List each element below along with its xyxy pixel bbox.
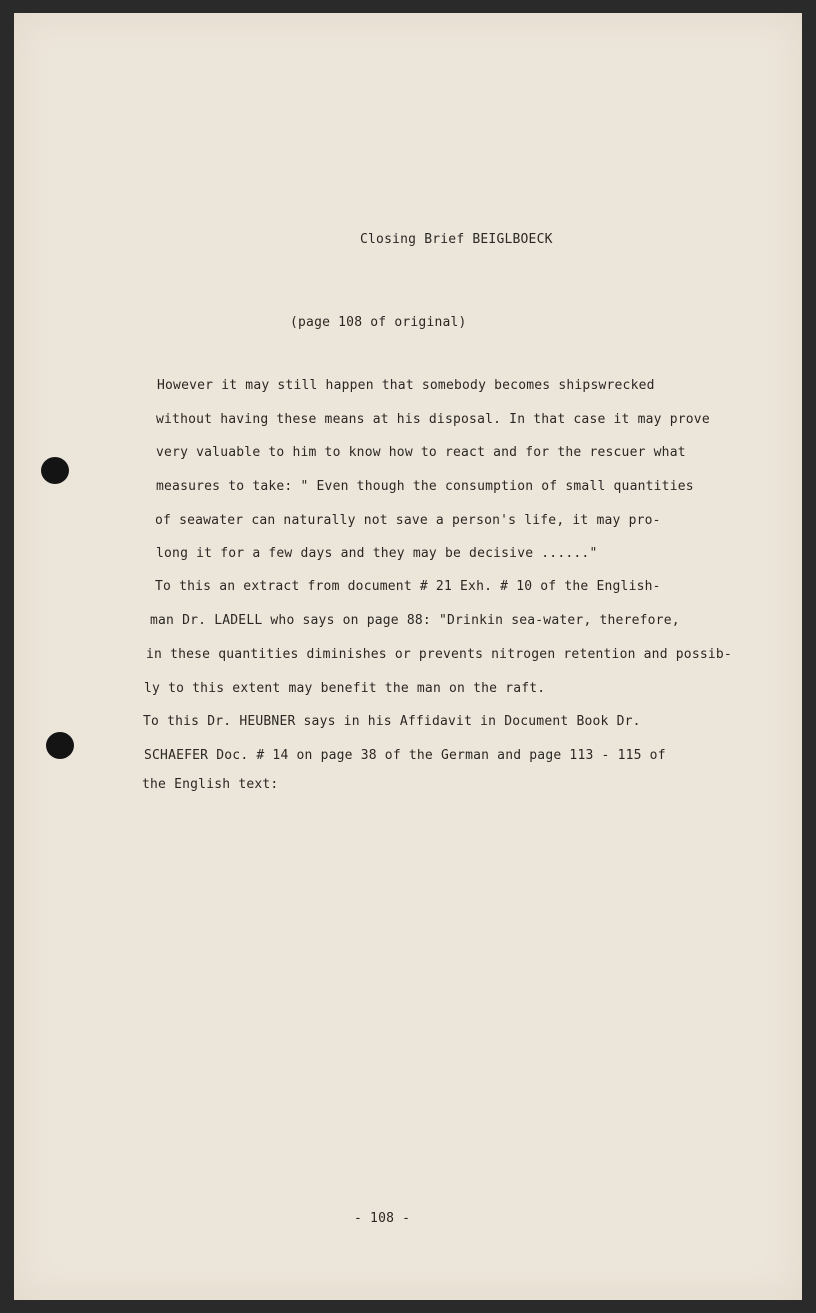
body-line: ly to this extent may benefit the man on the raft. [144,681,546,696]
original-page-reference: (page 108 of original) [290,315,467,330]
body-line: without having these means at his disposal. In that case it may prove [156,412,710,427]
body-line: To this Dr. HEUBNER says in his Affidavit in Document Book Dr. [143,714,641,729]
page-number: - 108 - [354,1211,411,1226]
body-line: To this an extract from document # 21 Exh. # 10 of the English- [155,579,661,594]
punch-hole-lower [46,732,74,759]
body-line: long it for a few days and they may be decisive ......" [156,546,598,561]
body-line: of seawater can naturally not save a person's life, it may pro- [155,513,661,528]
body-line: very valuable to him to know how to react and for the rescuer what [156,445,686,460]
body-line: SCHAEFER Doc. # 14 on page 38 of the German and page 113 - 115 of [144,748,666,763]
document-title: Closing Brief BEIGLBOECK [360,232,553,247]
body-line: man Dr. LADELL who says on page 88: "Drinkin sea-water, therefore, [150,613,680,628]
body-line: in these quantities diminishes or prevents nitrogen retention and possib- [146,647,732,662]
body-line: measures to take: " Even though the consumption of small quantities [156,479,694,494]
body-line: However it may still happen that somebody becomes shipswrecked [157,378,655,393]
punch-hole-upper [41,457,69,484]
body-line: the English text: [142,777,279,792]
